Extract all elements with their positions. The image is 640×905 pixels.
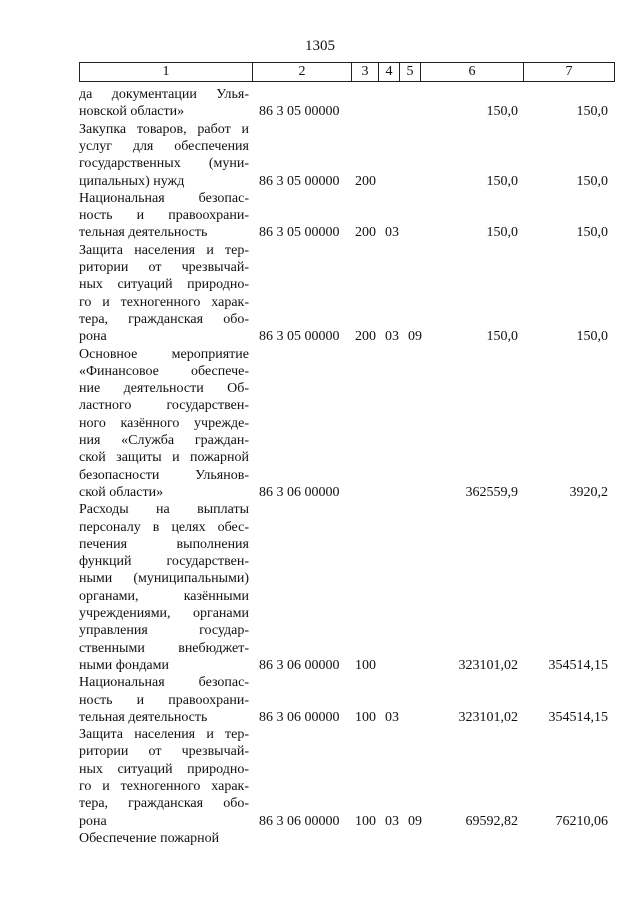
column-header-5: 5 (400, 63, 421, 82)
row-3-text-line: го и техногенного харак- (79, 294, 249, 310)
row-4-text-line: ние деятельности Об- (79, 381, 249, 397)
row-4-text-line: ного казённого учрежде- (79, 415, 249, 431)
row-5-text-line: управления государ- (79, 623, 249, 639)
row-3-text-line: ритории от чрезвычай- (79, 260, 249, 275)
row-1-text-line: Закупка товаров, работ и (79, 121, 249, 137)
row-5-text-line: функций государствен- (79, 554, 249, 570)
row-value-col7: 3920,2 (569, 484, 608, 500)
row-5-text-line: ными фондами (79, 657, 170, 673)
row-code: 86 3 05 00000 (259, 329, 340, 345)
row-value-col6: 150,0 (486, 173, 518, 189)
column-header-row (79, 62, 615, 82)
row-code: 86 3 06 00000 (259, 709, 340, 725)
column-header-6: 6 (421, 63, 524, 82)
row-expense-group: 200 (355, 225, 376, 241)
row-2-text-line: Национальная безопас- (79, 190, 249, 206)
row-4-text-line: Основное мероприятие (79, 346, 249, 362)
row-5-text-line: печения выполнения (79, 536, 249, 552)
row-6-text-line: тельная деятельность (79, 709, 208, 725)
row-7-text-line: ных ситуаций природно- (79, 761, 249, 777)
row-5-text-line: органами, казёнными (79, 588, 249, 604)
row-section: 03 (385, 813, 399, 829)
row-section: 03 (385, 225, 399, 241)
row-7-text-line: рона (79, 813, 107, 829)
row-5-text-line: ственными внебюджет- (79, 640, 249, 656)
row-3-text-line: рона (79, 329, 107, 345)
row-expense-group: 100 (355, 813, 376, 829)
row-value-col7: 354514,15 (548, 657, 608, 673)
row-3-text-line: тера, гражданская обо- (79, 311, 249, 327)
row-4-text-line: ской защиты и пожарной (79, 450, 249, 466)
row-3-text-line: ных ситуаций природно- (79, 277, 249, 293)
row-4-text-line: безопасности Ульянов- (79, 467, 249, 483)
row-8-text-line: Обеспечение пожарной (79, 830, 220, 846)
row-value-col6: 323101,02 (458, 657, 518, 673)
row-value-col6: 150,0 (486, 225, 518, 241)
row-5-text-line: ными (муниципальными) (79, 571, 249, 587)
row-subsection: 09 (408, 813, 422, 829)
column-header-4: 4 (379, 63, 400, 82)
row-5-text-line: Расходы на выплаты (79, 502, 249, 518)
row-0-text-line: да документации Улья- (79, 87, 249, 102)
row-value-col6: 150,0 (486, 104, 518, 120)
row-value-col7: 150,0 (576, 173, 608, 189)
row-code: 86 3 06 00000 (259, 813, 340, 829)
page-number: 1305 (305, 38, 335, 54)
row-7-text-line: го и техногенного харак- (79, 779, 249, 794)
row-expense-group: 100 (355, 657, 376, 673)
row-2-text-line: ность и правоохрани- (79, 208, 249, 224)
row-section: 03 (385, 329, 399, 345)
row-value-col7: 150,0 (576, 329, 608, 345)
row-5-text-line: персоналу в целях обес- (79, 519, 249, 535)
row-value-col6: 362559,9 (465, 484, 518, 500)
row-1-text-line: ципальных) нужд (79, 173, 185, 189)
row-7-text-line: тера, гражданская обо- (79, 796, 249, 812)
row-4-text-line: ния «Служба граждан- (79, 433, 249, 448)
column-header-2: 2 (253, 63, 352, 82)
row-expense-group: 200 (355, 329, 376, 345)
row-0-text-line: новской области» (79, 104, 185, 120)
row-code: 86 3 05 00000 (259, 104, 340, 120)
row-value-col7: 150,0 (576, 104, 608, 120)
row-5-text-line: учреждениями, органами (79, 606, 249, 621)
row-3-text-line: Защита населения и тер- (79, 242, 249, 258)
row-value-col7: 354514,15 (548, 709, 608, 725)
row-code: 86 3 05 00000 (259, 225, 340, 241)
row-1-text-line: услуг для обеспечения (79, 138, 249, 154)
row-4-text-line: ской области» (79, 484, 164, 500)
row-code: 86 3 06 00000 (259, 484, 340, 500)
row-code: 86 3 06 00000 (259, 657, 340, 673)
row-7-text-line: Защита населения и тер- (79, 727, 249, 743)
row-value-col6: 323101,02 (458, 709, 518, 725)
row-4-text-line: ластного государствен- (79, 398, 249, 414)
row-6-text-line: Национальная безопас- (79, 675, 249, 691)
row-value-col7: 150,0 (576, 225, 608, 241)
row-expense-group: 100 (355, 709, 376, 725)
row-expense-group: 200 (355, 173, 376, 189)
row-7-text-line: ритории от чрезвычай- (79, 744, 249, 760)
column-header-7: 7 (524, 63, 615, 82)
row-1-text-line: государственных (муни- (79, 156, 249, 172)
row-6-text-line: ность и правоохрани- (79, 692, 249, 708)
row-value-col7: 76210,06 (555, 813, 608, 829)
row-4-text-line: «Финансовое обеспече- (79, 363, 249, 379)
column-header-3: 3 (352, 63, 379, 82)
row-2-text-line: тельная деятельность (79, 225, 208, 241)
row-value-col6: 150,0 (486, 329, 518, 345)
row-subsection: 09 (408, 329, 422, 345)
row-value-col6: 69592,82 (465, 813, 518, 829)
column-header-1: 1 (80, 63, 253, 82)
row-section: 03 (385, 709, 399, 725)
row-code: 86 3 05 00000 (259, 173, 340, 189)
